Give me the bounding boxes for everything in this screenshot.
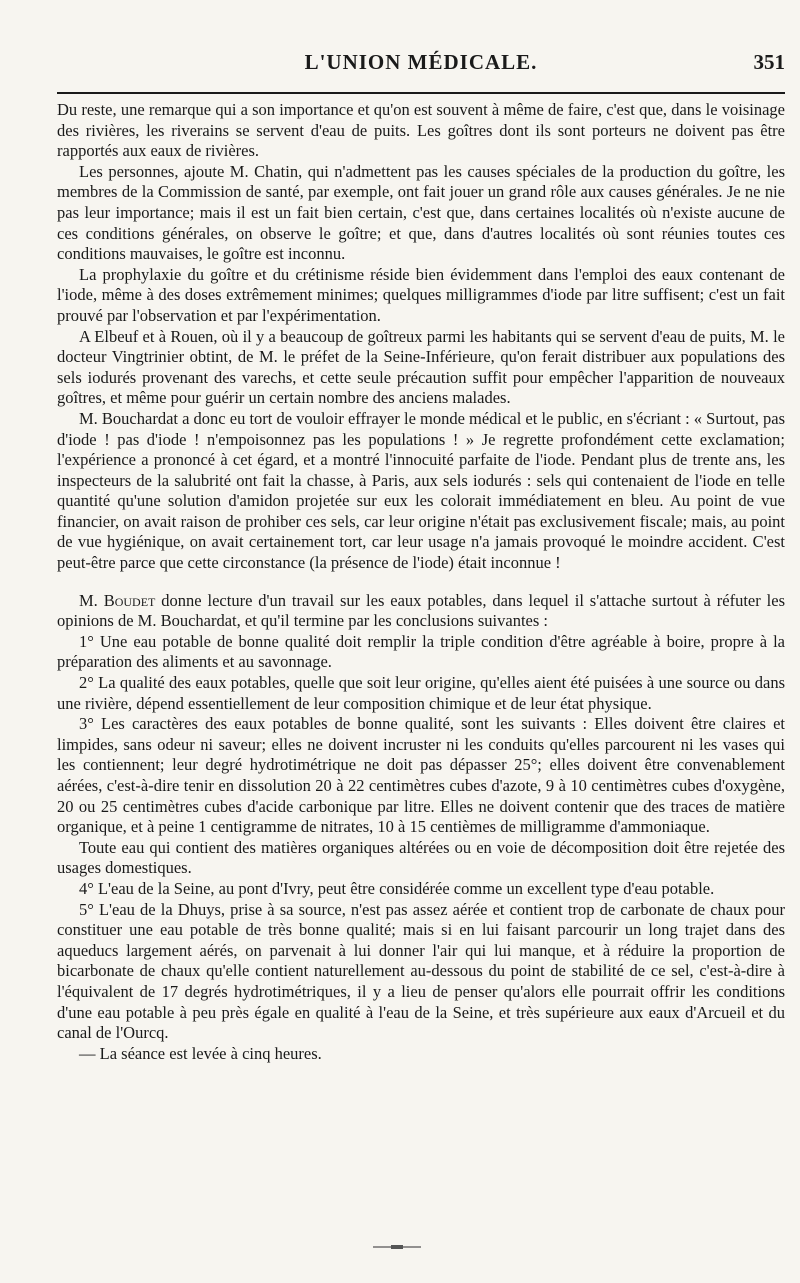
- paragraph-speaker: [57, 591, 785, 632]
- session-close: — La séance est levée à cinq heures.: [79, 1043, 322, 1063]
- paragraph: La prophylaxie du goître et du crétinisme réside bien évidemment dans l'emploi des eaux contenant de l'iode, même à des doses extrêmement minimes; quelques milligrammes d'iode par litre suffisent; c'est un fait prouvé par l'observation et par l'expérimentation.: [57, 264, 785, 325]
- conclusion-item: 1° Une eau potable de bonne qualité doit remplir la triple condition d'être agréable à boire, propre à la préparation des aliments et au savonnage.: [57, 631, 785, 672]
- footer-ornament: [373, 1244, 421, 1250]
- journal-title: L'UNION MÉDICALE.: [304, 50, 538, 74]
- paragraph: Du reste, une remarque qui a son importance et qu'on est souvent à même de faire, c'est que, dans le voisinage des rivières, les riverains se servent d'eau de puits. Les goîtres dont ils sont porteurs ne doivent pas être rapportés aux eaux de rivières.: [57, 100, 785, 161]
- header-rule: [57, 92, 785, 94]
- speaker-name: M. Boudet: [79, 590, 156, 610]
- conclusion-item: 3° Les caractères des eaux potables de bonne qualité, sont les suivants : Elles doivent être claires et limpides, sans odeur ni saveur; elles ne doivent incruster ni les conduits qu'elles parcourent ni les vases qui les contiennent; leur degré hydrotimétrique ne doit pas dépasser 25°; elles doivent être convenablement aérées, c'est-à-dire tenir en dissolution 20 à 22 centimètres cubes d'azote, 9 à 10 centimètres cubes d'oxygène, 20 ou 25 centimètres cubes d'acide carbonique par litre. Elles ne doivent contenir que des traces de matière organique, et à peine 1 centigramme de nitrates, 10 à 15 centièmes de milligramme d'ammoniaque.: [57, 714, 785, 837]
- paragraph: Les personnes, ajoute M. Chatin, qui n'admettent pas les causes spéciales de la production du goître, les membres de la Commission de santé, par exemple, ont fait jouer un grand rôle aux causes générales. Je ne nie pas leur importance; mais il est un fait bien certain, c'est que, dans certaines localités où n'existe aucune de ces conditions générales, on observe le goître; et que, dans d'autres localités où sont réunies toutes ces conditions mauvaises, le goître est inconnu.: [57, 161, 785, 264]
- conclusion-item: 4° L'eau de la Seine, au pont d'Ivry, peut être considérée comme un excellent type d'eau potable.: [79, 878, 715, 898]
- conclusion-item: 5° L'eau de la Dhuys, prise à sa source, n'est pas assez aérée et contient trop de carbonate de chaux pour constituer une eau potable de très bonne qualité; mais si en lui faisant parcourir un long trajet dans des aqueducs largement aérés, on parvenait à lui donner l'air qui lui manque, et à réduire la proportion de bicarbonate de chaux qu'elle contient naturellement au-dessous du point de stabilité de ce sel, c'est-à-dire à l'équivalent de 17 degrés hydrotimétriques, il y a lieu de penser qu'alors elle pourrait offrir les conditions d'une eau potable à peu près égale en qualité à l'eau de la Seine, et très supérieure aux eaux d'Arcueil et du canal de l'Ourcq.: [57, 899, 785, 1043]
- conclusion-item: 2° La qualité des eaux potables, quelle que soit leur origine, qu'elles aient été puisées à une source ou dans une rivière, dépend essentiellement de leur composition chimique et de leur état physique.: [57, 673, 785, 713]
- speaker-statement: donne lecture d'un travail sur les eaux potables, dans lequel il s'attache surtout à réfuter les opinions de M. Bouchardat, et qu'il termine par les conclusions suivantes :: [57, 590, 785, 631]
- article-body: [57, 100, 785, 1064]
- running-header: [57, 50, 785, 80]
- page-number: 351: [753, 50, 785, 74]
- paragraph: Toute eau qui contient des matières organiques altérées ou en voie de décomposition doit être rejetée des usages domestiques.: [57, 837, 785, 878]
- paragraph: A Elbeuf et à Rouen, où il y a beaucoup de goîtreux parmi les habitants qui se servent d'eau de puits, M. le docteur Vingtrinier obtint, de M. le préfet de la Seine-Inférieure, qu'on ferait distribuer aux populations des sels iodurés provenant des varechs, et cette seule précaution suffit pour empêcher l'apparition de nouveaux goîtres, et même pour guérir un certain nombre des anciens malades.: [57, 326, 785, 408]
- paragraph: M. Bouchardat a donc eu tort de vouloir effrayer le monde médical et le public, en s'écriant : « Surtout, pas d'iode ! pas d'iode ! n'empoisonnez pas les populations ! » Je regrette profondément cette exclamation; l'expérience a prononcé à cet égard, et a montré l'innocuité parfaite de l'iode. Pendant plus de trente ans, les inspecteurs de la salubrité ont fait la chasse, à Paris, aux sels iodurés : sels qui contenaient de l'iode en telle quantité qu'une solution d'amidon projetée sur eux les colorait immédiatement en bleu. Au point de vue financier, on avait raison de prohiber ces sels, car leur origine n'était pas exclusivement fiscale; mais, au point de vue hygiénique, on avait certainement tort, car leur usage n'a jamais provoqué le moindre accident. C'est peut-être parce que cette circonstance (la présence de l'iode) était inconnue !: [57, 408, 785, 573]
